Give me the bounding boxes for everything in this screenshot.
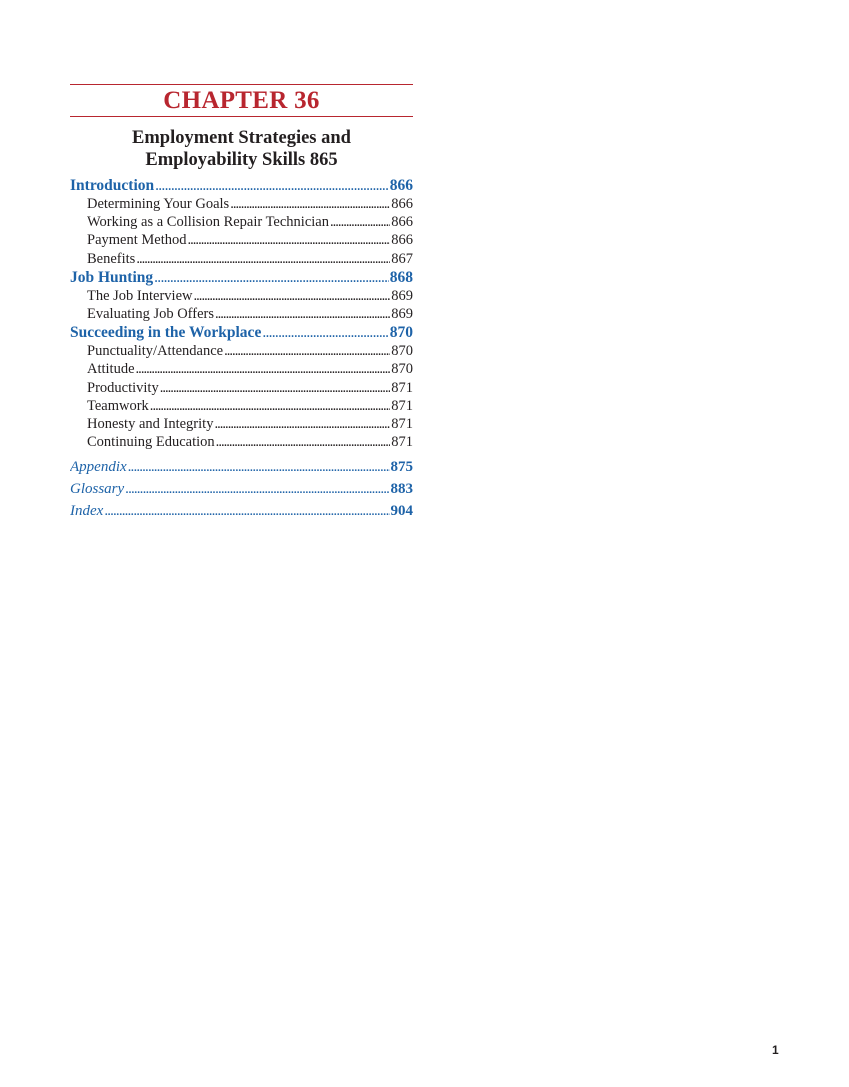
- subsection-page: 866: [391, 196, 413, 212]
- toc-glossary[interactable]: [70, 478, 413, 500]
- dot-leader: [104, 500, 389, 522]
- toc-subsection[interactable]: [70, 250, 413, 268]
- toc-subsection[interactable]: [70, 195, 413, 213]
- toc-subsection[interactable]: [70, 397, 413, 415]
- dot-leader: [128, 456, 390, 478]
- back-matter-title: Glossary: [70, 481, 125, 498]
- subsection-page: 871: [391, 379, 413, 396]
- dot-leader: [125, 478, 389, 500]
- subsection-title: Productivity: [87, 379, 159, 396]
- dot-leader: [154, 268, 389, 287]
- subsection-title: Working as a Collision Repair Technician: [87, 214, 329, 231]
- chapter-title: [70, 127, 413, 171]
- section-title: Job Hunting: [70, 268, 154, 286]
- back-matter-page: 883: [390, 481, 413, 498]
- dot-leader: [187, 231, 390, 249]
- dot-leader: [136, 250, 390, 268]
- dot-leader: [224, 342, 390, 360]
- toc-appendix[interactable]: [70, 456, 413, 478]
- subsection-title: Teamwork: [87, 397, 149, 414]
- toc-section-job-hunting[interactable]: [70, 268, 413, 287]
- toc-section-introduction[interactable]: [70, 176, 413, 195]
- subsection-title: Payment Method: [87, 232, 187, 249]
- section-title: Succeeding in the Workplace: [70, 324, 262, 342]
- subsection-page: 866: [391, 214, 413, 231]
- subsection-page: 870: [391, 361, 413, 378]
- subsection-title: Evaluating Job Offers: [87, 306, 214, 323]
- toc-subsection[interactable]: [70, 415, 413, 433]
- dot-leader: [215, 305, 390, 323]
- subsection-page: 866: [391, 232, 413, 249]
- subsection-page: 870: [391, 343, 413, 360]
- dot-leader: [136, 360, 391, 378]
- toc-subsection[interactable]: [70, 305, 413, 323]
- dot-leader: [262, 323, 388, 342]
- subsection-title: Attitude: [87, 361, 135, 378]
- subsection-page: 867: [391, 250, 413, 267]
- chapter-label: CHAPTER 36: [163, 87, 320, 114]
- toc-subsection[interactable]: [70, 379, 413, 397]
- chapter-title-line-1: Employment Strategies and: [132, 128, 351, 148]
- back-matter-page: 904: [390, 503, 413, 520]
- subsection-page: 869: [391, 287, 413, 304]
- subsection-title: Benefits: [87, 250, 136, 267]
- subsection-title: Punctuality/Attendance: [87, 343, 224, 360]
- subsection-page: 871: [391, 416, 413, 433]
- dot-leader: [150, 397, 390, 415]
- table-of-contents: [70, 84, 413, 522]
- back-matter-page: 875: [390, 459, 413, 476]
- subsection-title: The Job Interview: [87, 287, 193, 304]
- section-page: 868: [389, 268, 413, 286]
- toc-subsection[interactable]: [70, 360, 413, 378]
- dot-leader: [194, 287, 391, 305]
- toc-subsection[interactable]: [70, 213, 413, 231]
- dot-leader: [155, 176, 389, 195]
- back-matter-title: Index: [70, 503, 104, 520]
- bottom-rule: [70, 116, 413, 117]
- toc-section-succeeding-in-the-workplace[interactable]: [70, 323, 413, 342]
- section-page: 866: [389, 177, 413, 194]
- section-title: Introduction: [70, 177, 155, 194]
- dot-leader: [330, 213, 390, 231]
- toc-subsection[interactable]: [70, 433, 413, 451]
- toc-index[interactable]: [70, 500, 413, 522]
- subsection-page: 869: [391, 306, 413, 323]
- toc-subsection[interactable]: [70, 342, 413, 360]
- toc-subsection[interactable]: [70, 287, 413, 305]
- subsection-title: Continuing Education: [87, 434, 215, 451]
- dot-leader: [214, 415, 390, 433]
- back-matter-title: Appendix: [70, 459, 127, 476]
- page-number: 1: [772, 1043, 779, 1057]
- section-page: 870: [389, 324, 413, 342]
- subsection-title: Determining Your Goals: [87, 196, 230, 212]
- dot-leader: [160, 379, 391, 397]
- toc-subsection[interactable]: [70, 231, 413, 249]
- subsection-page: 871: [391, 434, 413, 451]
- chapter-title-line-2: Employability Skills 865: [145, 150, 338, 170]
- dot-leader: [216, 433, 391, 451]
- dot-leader: [230, 195, 390, 213]
- subsection-page: 871: [391, 397, 413, 414]
- subsection-title: Honesty and Integrity: [87, 416, 214, 433]
